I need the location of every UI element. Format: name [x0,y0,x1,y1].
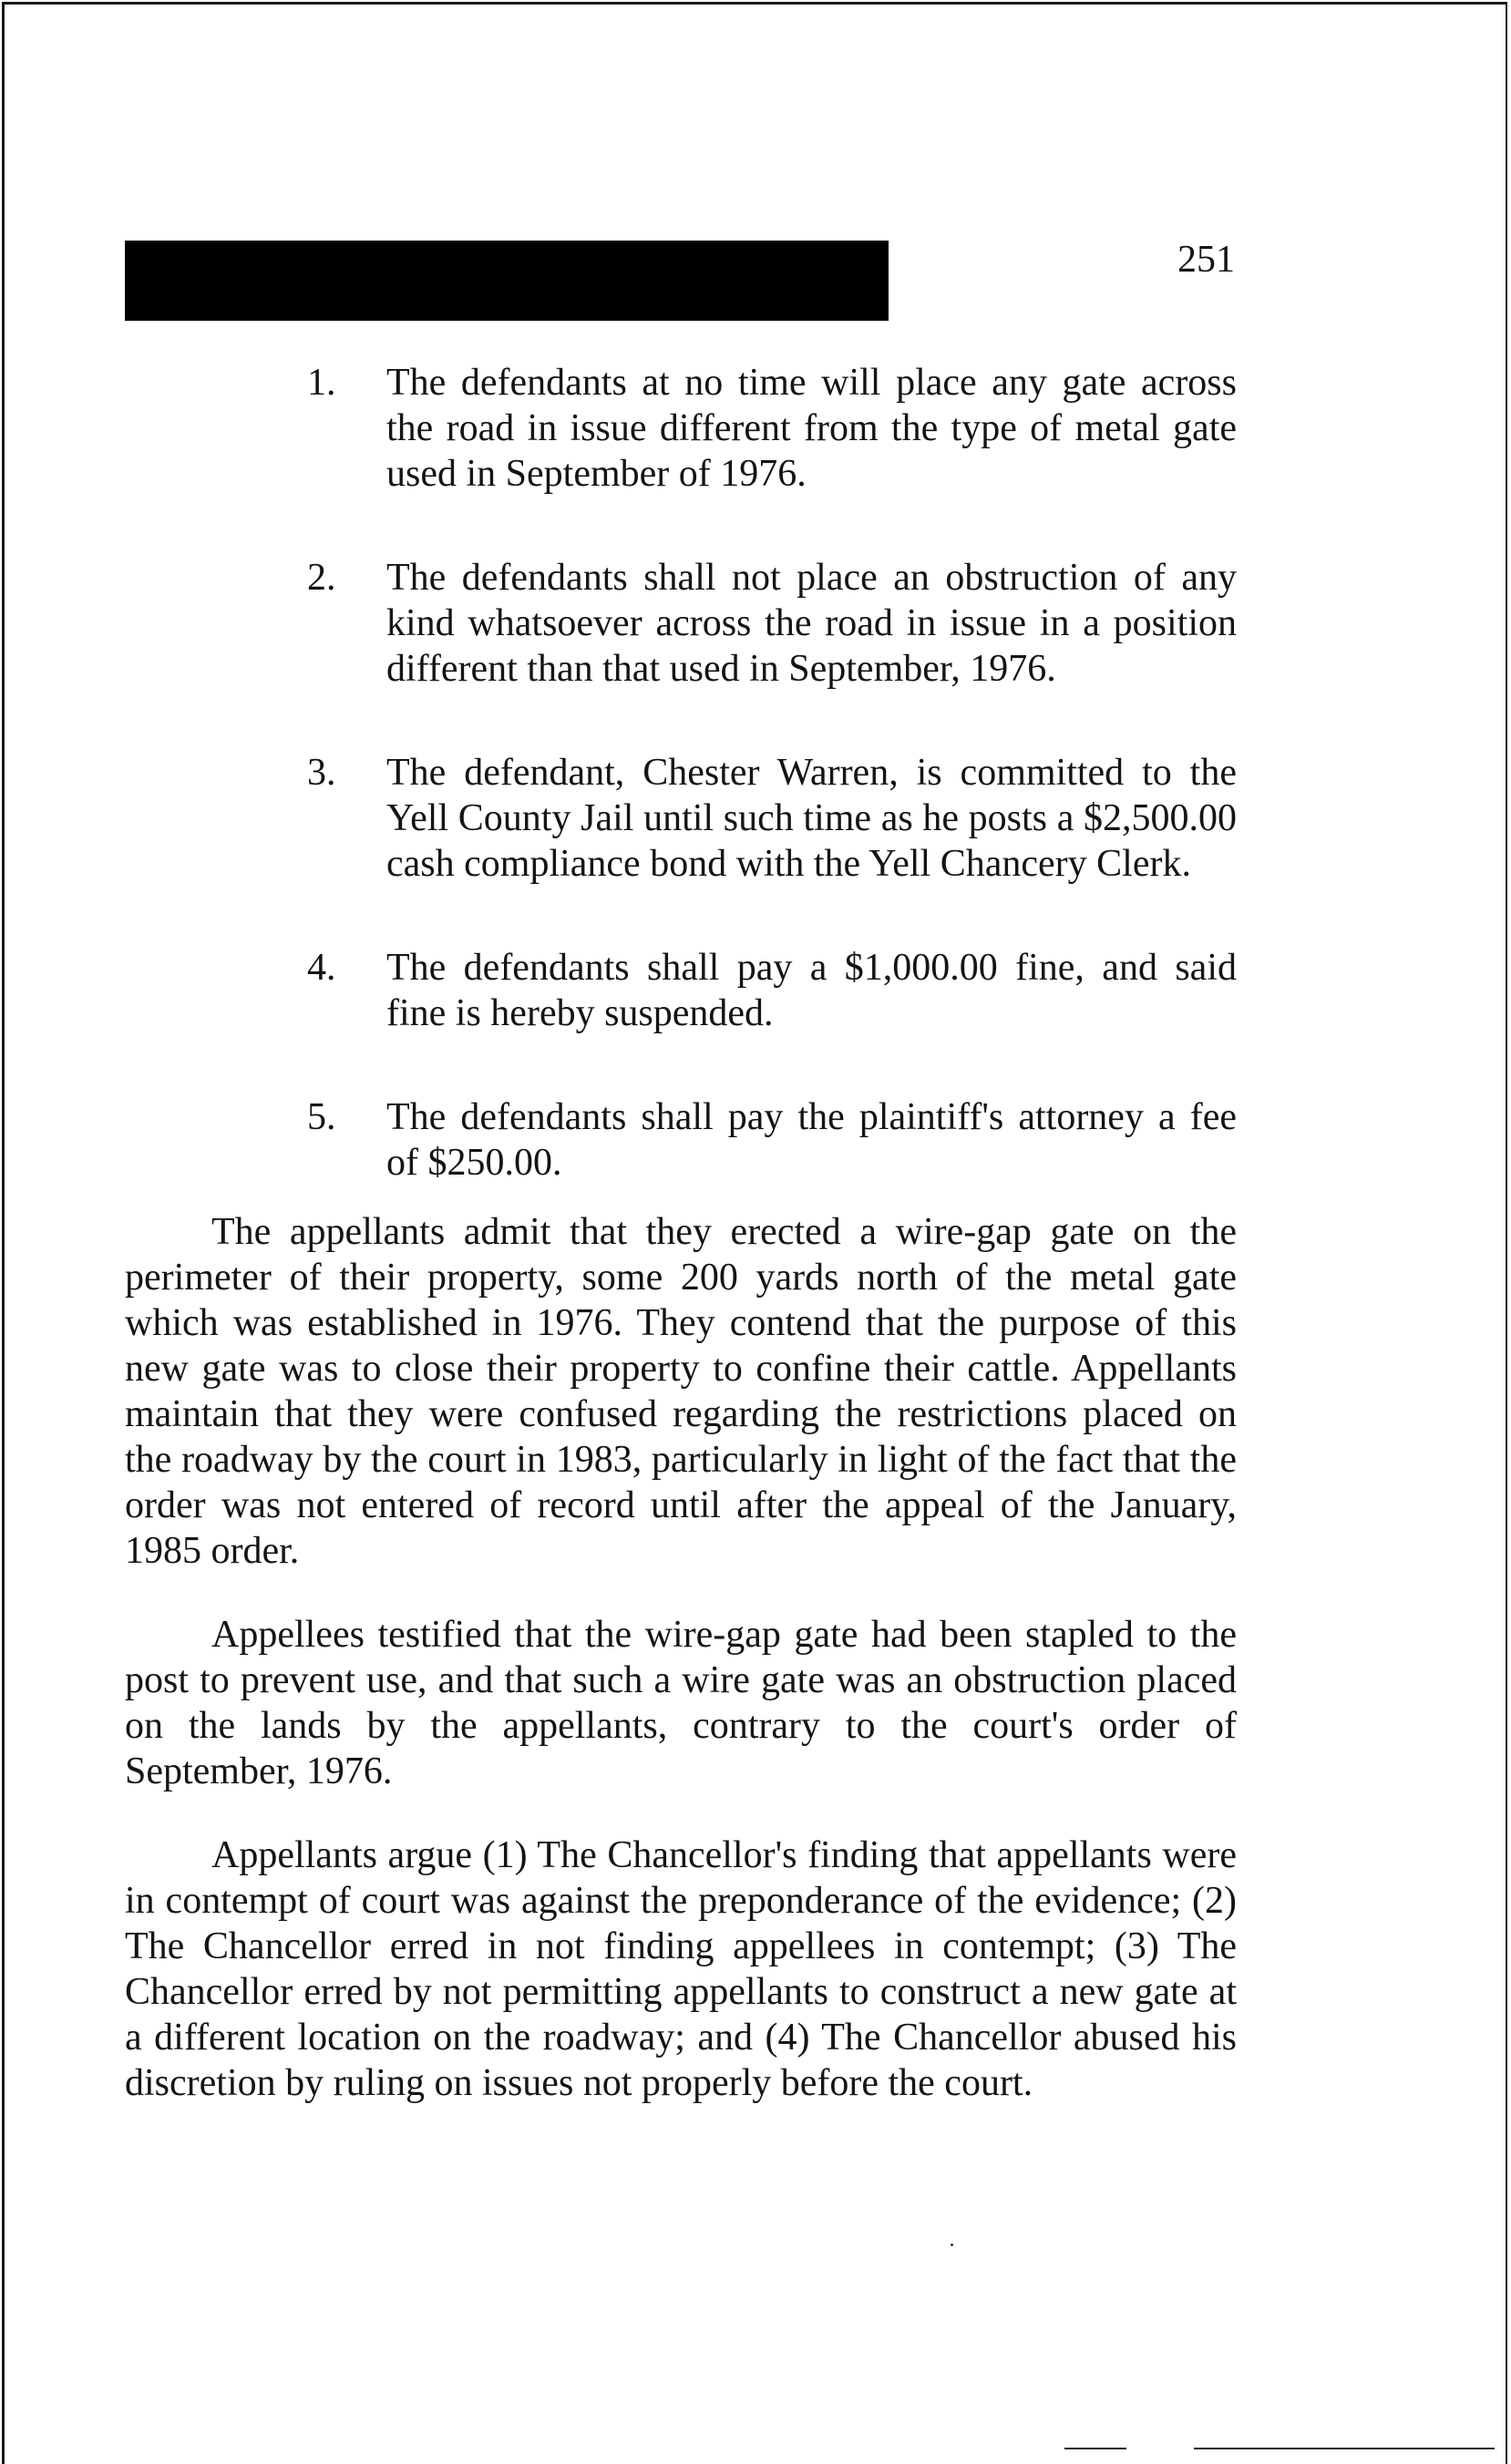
page-body [125,360,1237,2144]
order-item [125,555,1237,692]
body-paragraph-appellants-admit: The appellants admit that they erected a wire-gap gate on the perimeter of their property, some 200 yards north of the metal gate which was established in 1976. They contend that the purpose of this new gate was to close their property to confine their cattle. Appellants maintain that they were confused regarding the restrictions placed on the roadway by the court in 1983, particularly in light of the fact that the order was not entered of record until after the appeal of the January, 1985 order. [125,1211,1237,1572]
order-item-number: 1. [307,362,336,404]
order-item [125,360,1237,497]
order-item-text: The defendant, Chester Warren, is committed to the Yell County Jail until such time as he posts a $2,500.00 cash compliance bond with the Yell Chancery Clerk. [386,752,1237,885]
bottom-scan-rule [1194,2448,1495,2449]
court-order-list [125,360,1237,1186]
page-number: 251 [1177,239,1235,281]
order-item-number: 3. [307,752,336,794]
order-item-number: 4. [307,947,336,989]
order-item-number: 2. [307,557,336,599]
body-paragraph-appellants-argue: Appellants argue (1) The Chancellor's finding that appellants were in contempt of court was against the preponderance of the evidence; (2) The Chancellor erred in not finding appellees in contempt; (3) The Chancellor erred by not permitting appellants to construct a new gate at a different location on the roadway; and (4) The Chancellor abused his discretion by ruling on issues not properly before the court. [125,1834,1237,2104]
order-item [125,945,1237,1036]
scan-speck [951,2243,953,2246]
order-item-text: The defendants shall not place an obstruction of any kind whatsoever across the road in issue in a position different than that used in September, 1976. [386,557,1237,690]
order-item-number: 5. [307,1096,336,1138]
order-item-text: The defendants shall pay a $1,000.00 fine, and said fine is hereby suspended. [386,947,1237,1034]
order-item [125,1094,1237,1186]
order-item [125,750,1237,887]
body-paragraph-appellees-testified: Appellees testified that the wire-gap gate had been stapled to the post to prevent use, and that such a wire gate was an obstruction placed on the lands by the appellants, contrary to the court's order of September, 1976. [125,1614,1237,1792]
bottom-scan-rule [1064,2448,1126,2449]
redaction-bar [125,241,889,321]
order-item-text: The defendants at no time will place any gate across the road in issue different from the type of metal gate used in September of 1976. [386,362,1237,495]
order-item-text: The defendants shall pay the plaintiff's attorney a fee of $250.00. [386,1096,1237,1184]
